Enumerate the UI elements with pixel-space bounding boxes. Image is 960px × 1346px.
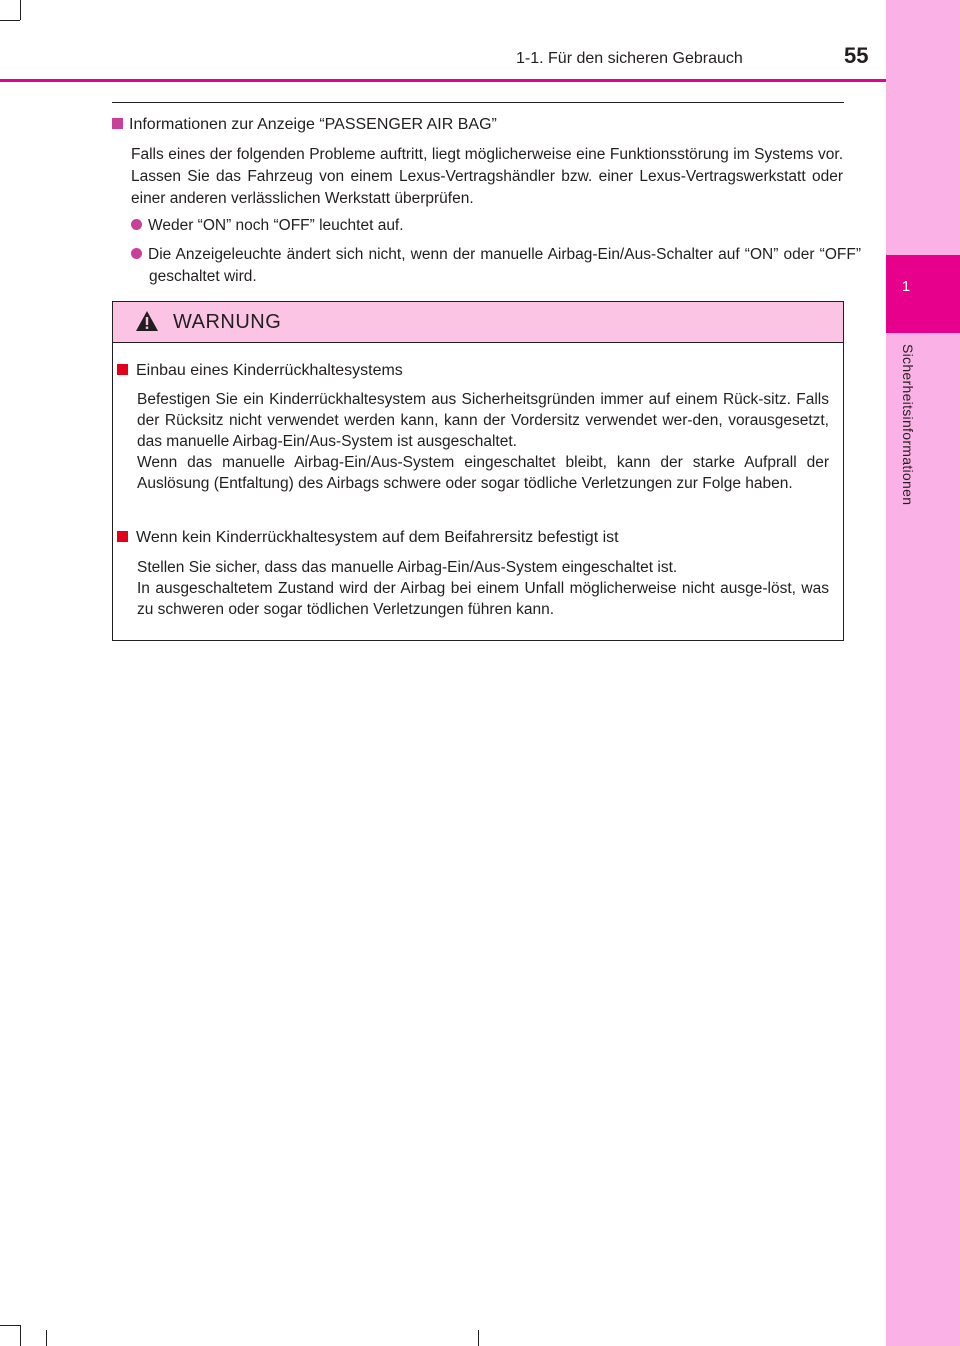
page-number: 55 bbox=[844, 43, 869, 68]
section-intro: Falls eines der folgenden Probleme auftritt, liegt möglicherweise eine Funktionsstörung im Systems vor. Lassen Sie das Fahrzeug von einem Lexus-Vertragshändler bzw. einer Lexus-Vertragswerkstatt oder einer anderen verlässlichen Werkstatt überprüfen. bbox=[131, 146, 843, 207]
warning-square-icon bbox=[117, 531, 128, 542]
running-header: 1-1. Für den sicheren Gebrauch bbox=[516, 50, 743, 67]
section-title-text: Informationen zur Anzeige “PASSENGER AIR BAG” bbox=[129, 116, 497, 133]
crop-mark bbox=[46, 1330, 47, 1346]
crop-mark bbox=[20, 1325, 21, 1346]
warning-header bbox=[113, 302, 843, 343]
warning-section-title bbox=[117, 529, 619, 547]
warning-paragraph-text: Wenn das manuelle Airbag-Ein/Aus-System eingeschaltet bleibt, kann der starke Aufprall der Auslösung (Entfaltung) des Airbags schwere oder sogar tödliche Verletzungen zur Folge haben. bbox=[137, 454, 829, 492]
section-rule bbox=[112, 102, 844, 103]
chapter-number: 1 bbox=[901, 278, 911, 295]
chapter-side-band bbox=[886, 0, 960, 1346]
warning-box bbox=[112, 301, 844, 641]
crop-mark bbox=[478, 1330, 479, 1346]
warning-title: WARNUNG bbox=[173, 311, 282, 333]
warning-paragraph bbox=[137, 389, 829, 494]
warning-paragraph-text: Befestigen Sie ein Kinderrückhaltesystem aus Sicherheitsgründen immer auf einem Rück-sitz. Falls der Rücksitz nicht verwendet werden kann, kann der Vordersitz verwendet wer-den, vorausgesetzt, das manuelle Airbag-Ein/Aus-System ist ausgeschaltet. bbox=[137, 391, 829, 450]
section-square-icon bbox=[112, 118, 123, 129]
header-rule bbox=[0, 79, 886, 82]
list-item bbox=[131, 215, 843, 237]
list-item-text: Die Anzeigeleuchte ändert sich nicht, wenn der manuelle Airbag-Ein/Aus-Schalter auf “ON” oder “OFF” geschaltet wird. bbox=[148, 246, 861, 285]
warning-paragraph-text: Stellen Sie sicher, dass das manuelle Airbag-Ein/Aus-System eingeschaltet ist. bbox=[137, 559, 678, 576]
list-item bbox=[131, 244, 861, 288]
warning-section-title-text: Einbau eines Kinderrückhaltesystems bbox=[136, 362, 403, 379]
warning-section-title-text: Wenn kein Kinderrückhaltesystem auf dem Beifahrersitz befestigt ist bbox=[136, 529, 619, 546]
crop-mark bbox=[0, 1325, 20, 1326]
warning-triangle-icon bbox=[135, 310, 159, 332]
bullet-dot-icon bbox=[131, 248, 142, 259]
crop-mark bbox=[20, 0, 21, 20]
warning-square-icon bbox=[117, 364, 128, 375]
section-title bbox=[112, 116, 497, 134]
chapter-label: Sicherheitsinformationen bbox=[900, 344, 916, 506]
list-item-text: Weder “ON” noch “OFF” leuchtet auf. bbox=[148, 217, 404, 234]
crop-mark bbox=[0, 20, 20, 21]
warning-section-title bbox=[117, 362, 403, 380]
warning-paragraph-text: In ausgeschaltetem Zustand wird der Airbag bei einem Unfall möglicherweise nicht ausge-löst, was zu schweren oder sogar tödlichen Verletzungen führen kann. bbox=[137, 580, 829, 618]
bullet-dot-icon bbox=[131, 219, 142, 230]
warning-paragraph bbox=[137, 557, 829, 620]
